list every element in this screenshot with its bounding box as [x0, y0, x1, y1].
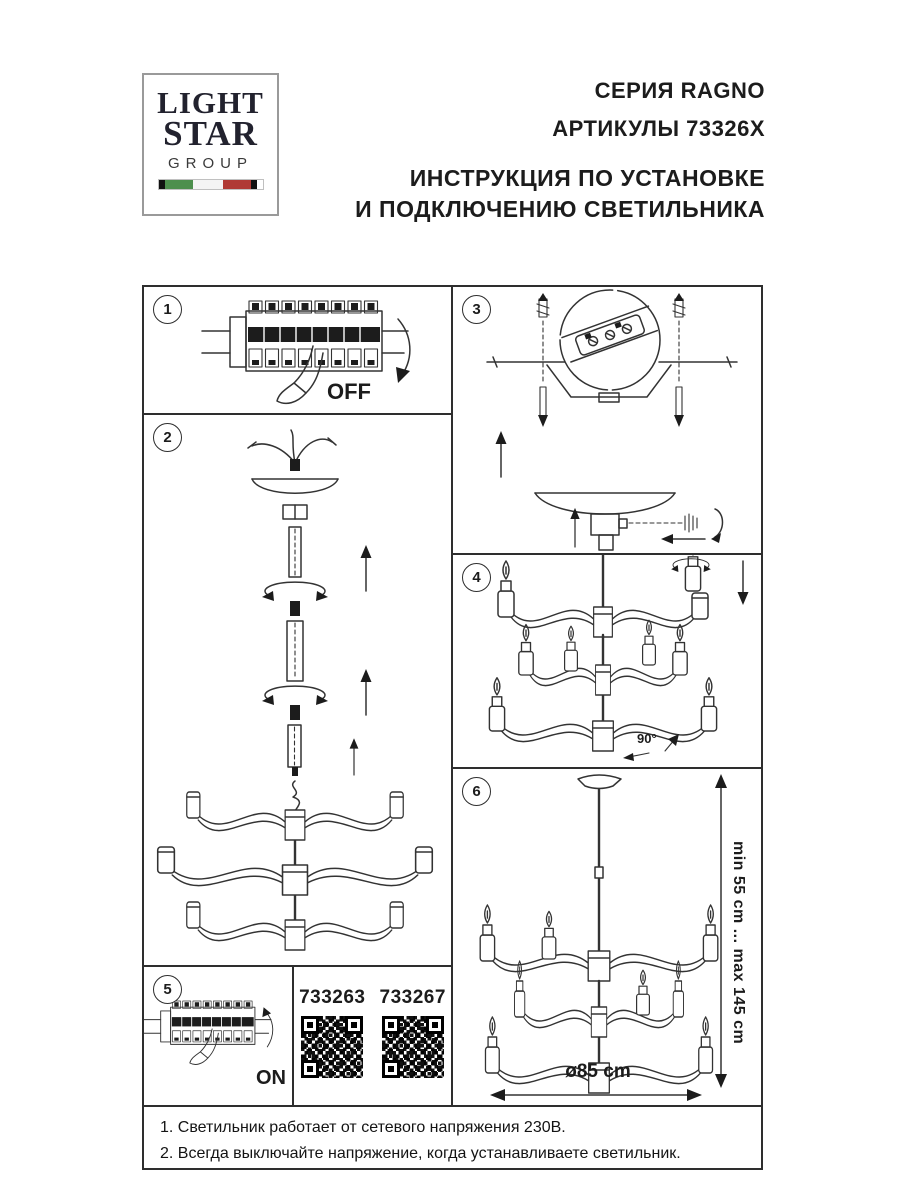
height-range-label: min 55 cm ... max 145 cm — [730, 841, 747, 1045]
instruction-title-line2: И ПОДКЛЮЧЕНИЮ СВЕТИЛЬНИКА — [355, 196, 765, 222]
step3-number: 3 — [462, 295, 491, 324]
off-label: OFF — [327, 379, 371, 404]
instruction-title-line1: ИНСТРУКЦИЯ ПО УСТАНОВКЕ — [409, 165, 765, 191]
note-line-2: 2. Всегда выключайте напряжение, когда устанавливаете светильник. — [160, 1145, 681, 1162]
step6-number: 6 — [462, 777, 491, 806]
circuit-breaker-off-diagram — [144, 287, 451, 413]
step2-panel — [142, 413, 453, 967]
article-column-right — [380, 987, 446, 1078]
logo-word-star: STAR — [163, 114, 258, 153]
step4-panel — [451, 553, 763, 769]
step5-number: 5 — [153, 975, 182, 1004]
diameter-label: ø85 cm — [565, 1061, 631, 1082]
rod-assembly-diagram — [144, 415, 451, 965]
step3-panel — [451, 285, 763, 555]
assembled-chandelier-diagram — [453, 769, 761, 1105]
step1-number: 1 — [153, 295, 182, 324]
rotate-90-label: 90° — [637, 731, 657, 746]
on-label: ON — [256, 1067, 286, 1089]
step5-panel — [142, 965, 294, 1107]
ceiling-mount-diagram — [453, 287, 761, 553]
logo-word-group: GROUP — [167, 155, 253, 172]
article-number-left: 733263 — [299, 987, 366, 1008]
qr-code-left — [301, 1016, 363, 1078]
note-line-1: 1. Светильник работает от сетевого напряжения 230В. — [160, 1119, 566, 1136]
lightstar-logo — [142, 73, 279, 216]
logo-word-light: LIGHT — [157, 85, 264, 120]
instruction-grid — [142, 285, 763, 1170]
article-qr-panel — [292, 965, 453, 1107]
article-number-right: 733267 — [379, 987, 446, 1008]
step1-panel — [142, 285, 453, 415]
series-title: СЕРИЯ RAGNO — [594, 78, 765, 103]
step6-panel — [451, 767, 763, 1107]
safety-notes — [142, 1105, 763, 1170]
document-titles — [355, 72, 765, 225]
step2-number: 2 — [153, 423, 182, 452]
bulb-installation-diagram — [453, 555, 761, 767]
articles-title: АРТИКУЛЫ 73326X — [552, 116, 765, 141]
italian-flag-bar — [159, 180, 263, 189]
qr-code-right — [382, 1016, 444, 1078]
article-column-left — [299, 987, 365, 1078]
step4-number: 4 — [462, 563, 491, 592]
